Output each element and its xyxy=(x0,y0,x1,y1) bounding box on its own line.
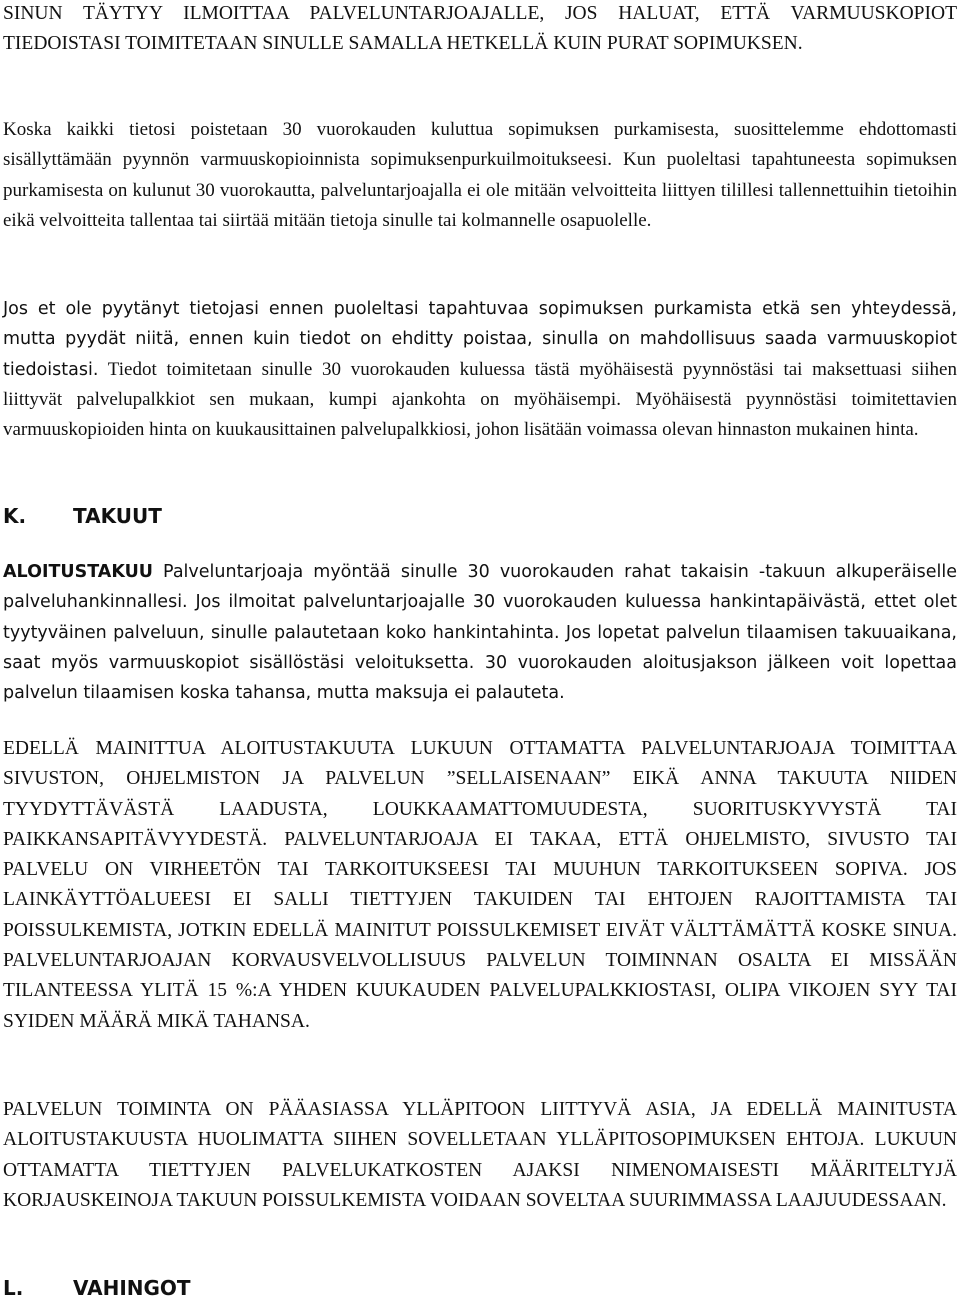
guarantee-text: Palveluntarjoaja myöntää sinulle 30 vuorokauden rahat takaisin -takuun alkuperäiselle palveluhankinnallesi. Jos ilmoitat palveluntarjoajalle 30 vuorokauden kuluessa hankintapäivästä, ettet olet tyytyväinen palveluun, sinulle palautetaan koko hankintahinta. Jos lopetat palvelun tilaamisen takuuaikana, saat myös varmuuskopiot sisällöstäsi veloituksetta. 30 vuorokauden aloitusjakson jälkeen voit lopettaa palvelun tilaamisen koska tahansa, mutta maksuja ei palauteta. xyxy=(3,562,957,704)
section-k-title: TAKUUT xyxy=(73,504,162,528)
late-request-sans-text: Jos et ole pyytänyt tietojasi ennen puoleltasi tapahtuvaa sopimuksen purkamista etkä sen yhteydessä, mutta pyydät niitä, ennen kuin tiedot on ehditty poistaa, sinulla on mahdollisuus saada varmuuskopiot tiedoistasi. xyxy=(3,299,957,380)
section-k-letter: K. xyxy=(3,504,27,528)
guarantee-lead: ALOITUSTAKUU xyxy=(3,562,154,582)
disclaimer-paragraph-2: PALVELUN TOIMINTA ON PÄÄASIASSA YLLÄPITOON LIITTYVÄ ASIA, JA EDELLÄ MAINITUSTA ALOITUSTAKUUSTA HUOLIMATTA SIIHEN SOVELLETAAN YLLÄPITOSOPIMUKSEN EHTOJA. LUKUUN OTTAMATTA TIETTYJEN PALVELUKATKOSTEN AJAKSI NIMENOMAISESTI MÄÄRITELTYJÄ KORJAUSKEINOJA TAKUUN POISSULKEMISTA VOIDAAN SOVELTAA SUURIMMASSA LAAJUUDESSAAN. xyxy=(3,1099,957,1211)
late-request-paragraph xyxy=(3,294,957,445)
backup-deletion-paragraph xyxy=(3,115,957,236)
intro-caps-paragraph: SINUN TÄYTYY ILMOITTAA PALVELUNTARJOAJALLE, JOS HALUAT, ETTÄ VARMUUSKOPIOT TIEDOISTASI TOIMITETAAN SINULLE SAMALLA HETKELLÄ KUIN PURAT SOPIMUKSEN. xyxy=(3,3,957,55)
section-k-heading xyxy=(3,501,162,531)
section-l-letter: L. xyxy=(3,1276,24,1300)
disclaimer-paragraph-1: EDELLÄ MAINITTUA ALOITUSTAKUUTA LUKUUN OTTAMATTA PALVELUNTARJOAJA TOIMITTAA SIVUSTON, OHJELMISTON JA PALVELUN ”SELLAISENAAN” EIKÄ ANNA TAKUUTA NIIDEN TYYDYTTÄVÄSTÄ LAADUSTA, LOUKKAAMATTOMUUDESTA, SUORITUSKYVYSTÄ TAI PAIKKANSAPITÄVYYDESTÄ. PALVELUNTARJOAJA EI TAKAA, ETTÄ OHJELMISTO, SIVUSTO TAI PALVELU ON VIRHEETÖN TAI TARKOITUKSEESI TAI MUUHUN TARKOITUKSEEN SOPIVA. JOS LAINKÄYTTÖALUEESI EI SALLI TIETTYJEN TAKUIDEN TAI EHTOJEN RAJOITTAMISTA TAI POISSULKEMISTA, JOTKIN EDELLÄ MAINITUT POISSULKEMISET EIVÄT VÄLTTÄMÄTTÄ KOSKE SINUA. PALVELUNTARJOAJAN KORVAUSVELVOLLISUUS PALVELUN TOIMINNAN OSALTA EI MISSÄÄN TILANTEESSA YLITÄ 15 %:A YHDEN KUUKAUDEN PALVELUPALKKIOSTASI, OLIPA VIKOJEN SYY TAI SYIDEN MÄÄRÄ MIKÄ TAHANSA. xyxy=(3,738,957,1032)
late-request-serif-text: Tiedot toimitetaan sinulle 30 vuorokauden kuluessa tästä myöhäisestä pyynnöstäsi tai maksettuasi siihen liittyvät palvelupalkkiot sen mukaan, kumpi ajankohta on myöhäisempi. Myöhäisestä pyynnöstäsi toimitettavien varmuuskopioiden hinta on kuukausittainen palvelupalkkiosi, johon lisätään voimassa olevan hinnaston mukainen hinta. xyxy=(3,358,957,441)
section-l-title: VAHINGOT xyxy=(73,1276,191,1300)
guarantee-paragraph xyxy=(3,557,957,708)
backup-deletion-text: Koska kaikki tietosi poistetaan 30 vuorokauden kuluttua sopimuksen purkamisesta, suosittelemme ehdottomasti sisällyttämään pyynnön varmuuskopioinnista sopimuksenpurkuilmoitukseesi. Kun puoleltasi tapahtuneesta sopimuksen purkamisesta on kulunut 30 vuorokautta, palveluntarjoajalla ei ole mitään velvoitteita liittyen tilillesi tallennettuihin tietoihin eikä velvoitteita tallentaa tai siirtää mitään tietoja sinulle tai kolmannelle osapuolelle. xyxy=(3,119,957,231)
